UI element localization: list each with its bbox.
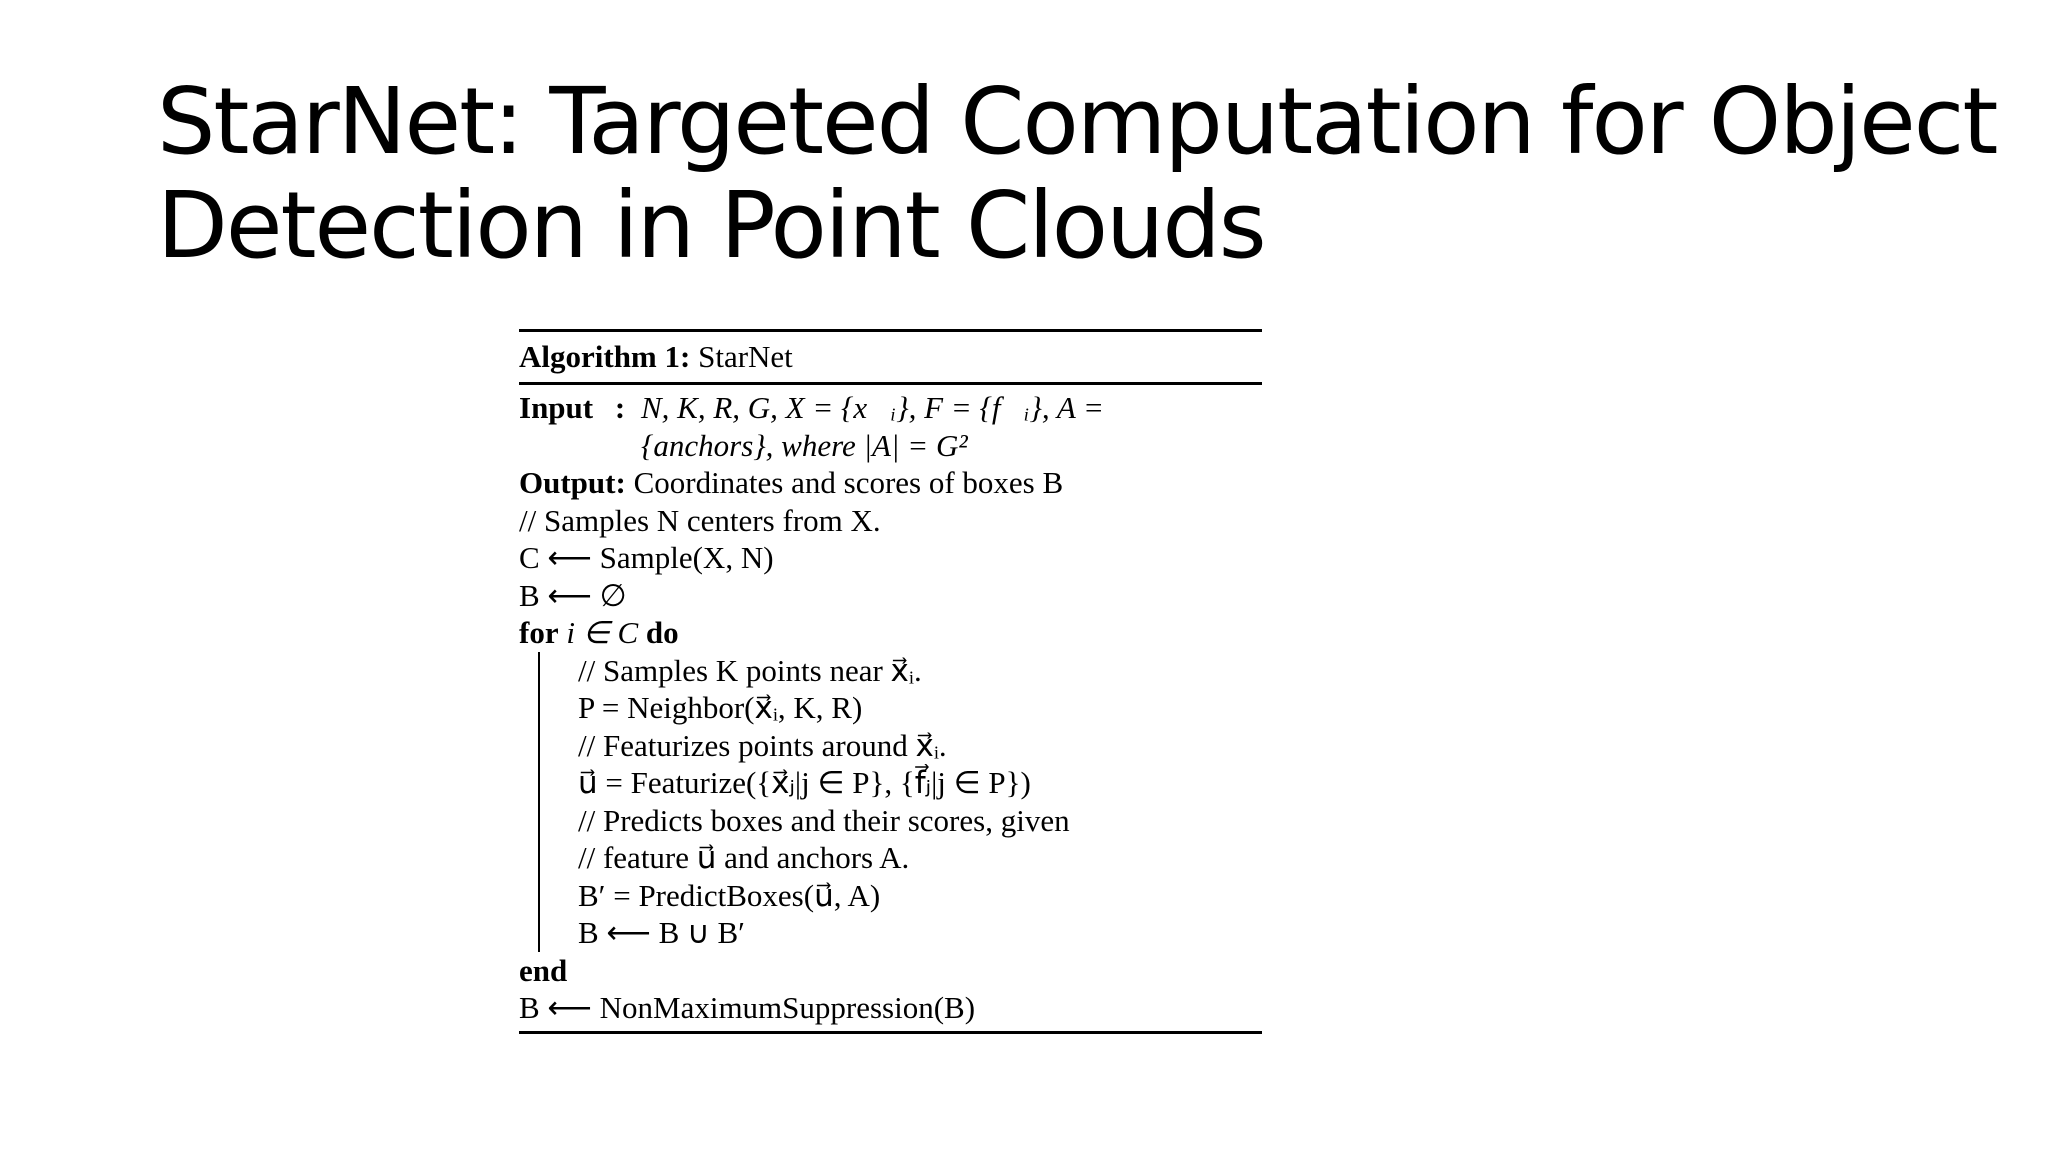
- input-label: Input: [519, 390, 594, 425]
- algo-line-3: B ⟵ ∅: [519, 577, 627, 613]
- output-text: Coordinates and scores of boxes B: [633, 465, 1064, 500]
- for-condition: i ∈ C: [566, 615, 639, 650]
- loop-line-5: // Predicts boxes and their scores, given: [578, 802, 1070, 838]
- algorithm-label: Algorithm 1:: [519, 339, 691, 374]
- input-line-1: N, K, R, G, X = {x⃗ᵢ}, F = {f⃗ᵢ}, A =: [641, 390, 1104, 425]
- loop-line-1: // Samples K points near x⃗ᵢ.: [578, 652, 922, 688]
- algorithm-heading: [519, 332, 1262, 382]
- algo-line-1: // Samples N centers from X.: [519, 502, 881, 538]
- final-line: B ⟵ NonMaximumSuppression(B): [519, 990, 976, 1025]
- input-label-cell: [519, 389, 641, 427]
- loop-line-7: B′ = PredictBoxes(u⃗, A): [578, 877, 881, 913]
- output-row: [519, 464, 1262, 502]
- bottom-rule: [519, 1031, 1262, 1034]
- loop-body: [538, 652, 1262, 952]
- input-colon: :: [614, 390, 626, 425]
- output-label: Output:: [519, 465, 626, 500]
- loop-line-6: // feature u⃗ and anchors A.: [578, 840, 910, 875]
- title-line-1: StarNet: Targeted Computation for Object: [157, 68, 1997, 175]
- algo-line-2: C ⟵ Sample(X, N): [519, 540, 774, 575]
- input-row: [519, 389, 1262, 427]
- loop-line-4: u⃗ = Featurize({x⃗ⱼ|j ∈ P}, {f⃗ⱼ|j ∈ P}): [578, 765, 1031, 800]
- end-keyword: end: [519, 952, 568, 988]
- do-keyword: do: [645, 615, 679, 650]
- title-line-2: Detection in Point Clouds: [157, 172, 1265, 279]
- slide-title: [157, 68, 1997, 279]
- loop-line-3: // Featurizes points around x⃗ᵢ.: [578, 727, 947, 763]
- for-row: [519, 614, 1262, 652]
- loop-line-2: P = Neighbor(x⃗ᵢ, K, R): [578, 690, 863, 725]
- algorithm-box: [519, 329, 1262, 1034]
- algorithm-name: StarNet: [698, 339, 793, 374]
- for-keyword: for: [519, 615, 559, 650]
- input-line-2: {anchors}, where |A| = G²: [641, 427, 968, 463]
- loop-line-8: B ⟵ B ∪ B′: [578, 915, 745, 950]
